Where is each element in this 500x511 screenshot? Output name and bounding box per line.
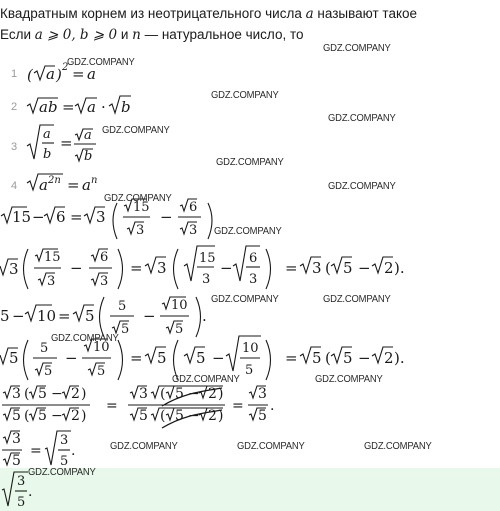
svg-text:): )	[218, 386, 224, 402]
watermark: GDZ.COMPANY	[110, 440, 178, 452]
svg-text:5: 5	[343, 349, 353, 367]
svg-text:=: =	[62, 98, 75, 116]
svg-text:5: 5	[12, 408, 21, 424]
svg-text:3: 3	[189, 223, 198, 238]
svg-text:5: 5	[343, 259, 353, 277]
svg-text:=: =	[60, 134, 73, 152]
svg-text:−: −	[188, 408, 200, 424]
svg-text:−: −	[32, 208, 45, 226]
svg-text:3: 3	[258, 386, 267, 402]
svg-text:a: a	[87, 98, 96, 116]
svg-text:3: 3	[96, 208, 106, 226]
watermark: GDZ.COMPANY	[211, 89, 279, 101]
property-formula-3	[27, 125, 96, 164]
svg-text:5: 5	[175, 386, 184, 402]
svg-text:5: 5	[157, 349, 167, 367]
svg-text:3: 3	[12, 431, 21, 447]
svg-text:5: 5	[97, 364, 106, 379]
svg-text:5: 5	[0, 307, 10, 325]
svg-text:10: 10	[242, 341, 259, 356]
property-number: 1	[11, 68, 18, 80]
svg-text:(: (	[160, 386, 166, 402]
svg-text:=: =	[285, 259, 298, 277]
svg-text:5: 5	[175, 408, 184, 424]
watermark: GDZ.COMPANY	[214, 225, 282, 237]
svg-text:10: 10	[93, 340, 110, 355]
svg-text:(: (	[24, 408, 30, 424]
svg-text:b: b	[84, 149, 93, 164]
svg-text:5: 5	[60, 454, 69, 469]
svg-text:=: =	[58, 307, 71, 325]
intro-variable: a	[305, 6, 314, 22]
watermark: GDZ.COMPANY	[364, 440, 432, 452]
intro-if: Если	[0, 27, 32, 42]
watermark: GDZ.COMPANY	[67, 56, 135, 68]
watermark: GDZ.COMPANY	[104, 192, 172, 204]
svg-text:5: 5	[175, 322, 184, 337]
watermark: GDZ.COMPANY	[323, 293, 391, 305]
svg-text:15: 15	[133, 200, 150, 215]
svg-text:5: 5	[17, 495, 26, 510]
svg-text:5: 5	[44, 364, 53, 379]
svg-text:6: 6	[189, 200, 198, 215]
svg-text:5: 5	[12, 453, 21, 469]
svg-text:5: 5	[118, 299, 127, 314]
svg-text:).: ).	[394, 259, 405, 277]
svg-text:5: 5	[38, 386, 47, 402]
svg-text:·: ·	[101, 98, 106, 116]
svg-text:3: 3	[139, 386, 148, 402]
svg-text:(: (	[325, 259, 331, 277]
svg-text:(: (	[160, 408, 166, 424]
property-formula-4	[27, 174, 97, 194]
svg-text:5: 5	[9, 349, 19, 367]
svg-text:(: (	[27, 66, 33, 84]
svg-text:−: −	[160, 208, 173, 226]
svg-text:3: 3	[202, 272, 211, 287]
svg-text:.: .	[202, 307, 207, 325]
svg-text:n: n	[91, 175, 98, 186]
intro-text-end: называют такое	[317, 6, 418, 21]
svg-text:10: 10	[171, 298, 188, 313]
svg-text:5: 5	[139, 408, 148, 424]
svg-text:6: 6	[249, 251, 258, 266]
svg-text:a: a	[39, 176, 48, 194]
svg-text:−: −	[12, 307, 25, 325]
svg-text:b: b	[121, 98, 131, 116]
svg-text:2: 2	[208, 408, 217, 424]
svg-text:=: =	[130, 259, 143, 277]
svg-text:(: (	[24, 386, 30, 402]
svg-text:a: a	[84, 128, 92, 143]
svg-text:.: .	[270, 398, 275, 414]
svg-text:a: a	[43, 127, 51, 142]
solution-step-3	[0, 297, 207, 337]
svg-text:=: =	[232, 398, 244, 414]
watermark: GDZ.COMPANY	[328, 180, 396, 192]
intro-and: и	[120, 27, 129, 42]
svg-text:6: 6	[56, 208, 66, 226]
svg-text:6: 6	[100, 250, 109, 265]
watermark: GDZ.COMPANY	[51, 332, 119, 344]
svg-text:=: =	[106, 398, 118, 414]
svg-text:−: −	[220, 259, 233, 277]
svg-text:−: −	[70, 259, 83, 277]
svg-text:15: 15	[44, 250, 61, 265]
svg-text:): )	[56, 66, 62, 84]
svg-text:2: 2	[384, 259, 394, 277]
svg-text:3: 3	[47, 274, 56, 289]
svg-text:2: 2	[62, 62, 69, 73]
svg-text:3: 3	[100, 274, 109, 289]
watermark: GDZ.COMPANY	[172, 373, 240, 385]
solution-step-1	[1, 199, 212, 239]
svg-text:ab: ab	[39, 98, 58, 116]
svg-text:=: =	[285, 349, 298, 367]
watermark: GDZ.COMPANY	[102, 124, 170, 136]
svg-text:10: 10	[37, 307, 57, 325]
svg-text:3: 3	[17, 474, 26, 489]
svg-text:5: 5	[258, 408, 267, 424]
intro-natural: — натуральное число, то	[144, 27, 304, 42]
svg-text:5: 5	[85, 307, 95, 325]
svg-text:b: b	[43, 147, 52, 162]
intro-text: Квадратным корнем из неотрицательного числа	[0, 6, 302, 21]
svg-text:5: 5	[38, 408, 47, 424]
svg-text:=: =	[130, 349, 143, 367]
svg-text:=: =	[72, 65, 85, 83]
svg-text:): )	[218, 408, 224, 424]
svg-text:3: 3	[312, 259, 322, 277]
svg-text:5: 5	[121, 322, 130, 337]
svg-text:5: 5	[40, 341, 49, 356]
watermark: GDZ.COMPANY	[323, 42, 391, 54]
svg-text:−: −	[51, 408, 63, 424]
svg-text:−: −	[143, 307, 156, 325]
solution-step-5	[2, 386, 274, 428]
svg-text:−: −	[358, 259, 371, 277]
svg-text:−: −	[212, 349, 225, 367]
svg-text:−: −	[358, 349, 371, 367]
svg-text:a: a	[82, 176, 91, 194]
svg-text:.: .	[28, 484, 33, 500]
intro-variable-n: n	[132, 27, 141, 43]
svg-text:5: 5	[245, 363, 254, 378]
intro-condition: a ⩾ 0, b ⩾ 0	[34, 27, 118, 43]
svg-text:−: −	[188, 386, 200, 402]
svg-text:−: −	[51, 386, 63, 402]
svg-text:3: 3	[9, 260, 19, 278]
svg-text:3: 3	[249, 272, 258, 287]
svg-text:): )	[81, 386, 87, 402]
svg-text:2: 2	[208, 386, 217, 402]
svg-text:a: a	[46, 65, 55, 83]
svg-text:=: =	[67, 176, 80, 194]
svg-text:3: 3	[60, 433, 69, 448]
watermark: GDZ.COMPANY	[315, 373, 383, 385]
watermark: GDZ.COMPANY	[328, 112, 396, 124]
property-number: 4	[11, 180, 18, 192]
watermark: GDZ.COMPANY	[28, 466, 96, 478]
svg-text:2n: 2n	[48, 175, 61, 186]
svg-text:3: 3	[136, 223, 145, 238]
watermark: GDZ.COMPANY	[237, 440, 305, 452]
property-number: 2	[11, 101, 18, 113]
svg-text:=: =	[30, 443, 42, 459]
svg-text:5: 5	[312, 349, 322, 367]
svg-text:2: 2	[71, 386, 80, 402]
solution-step-2	[0, 246, 405, 289]
svg-text:).: ).	[394, 349, 405, 367]
svg-text:3: 3	[157, 259, 167, 277]
svg-text:−: −	[65, 349, 78, 367]
svg-text:): )	[81, 408, 87, 424]
svg-text:.: .	[71, 443, 76, 459]
svg-text:(: (	[325, 349, 331, 367]
solution-step-6	[2, 431, 75, 469]
svg-text:a: a	[87, 65, 96, 83]
property-formula-2	[27, 96, 131, 116]
watermark: GDZ.COMPANY	[216, 156, 284, 168]
watermark: GDZ.COMPANY	[211, 293, 279, 305]
svg-text:15: 15	[12, 208, 32, 226]
svg-text:15: 15	[199, 251, 216, 266]
svg-text:2: 2	[71, 408, 80, 424]
property-number: 3	[11, 141, 18, 153]
svg-text:5: 5	[196, 349, 206, 367]
svg-text:3: 3	[12, 386, 21, 402]
svg-text:=: =	[70, 208, 83, 226]
svg-text:2: 2	[384, 349, 394, 367]
